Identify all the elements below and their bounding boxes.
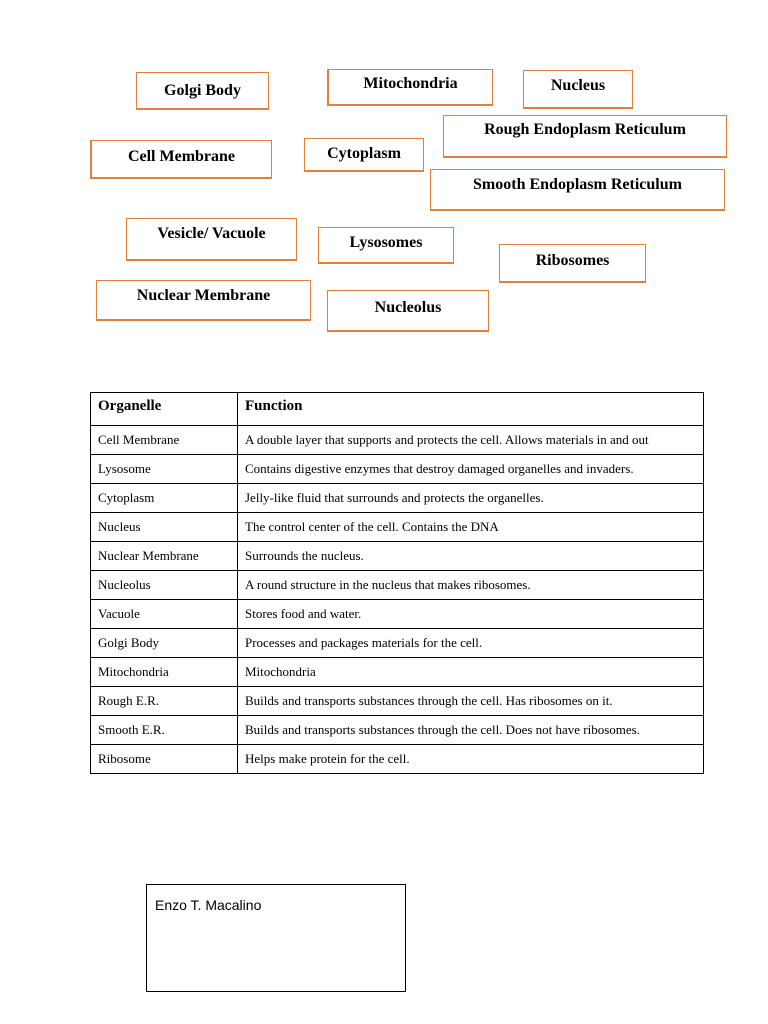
label-text: Nucleolus — [374, 298, 442, 316]
label-text: Mitochondria — [363, 75, 458, 92]
table-row — [91, 687, 704, 716]
label-box-nucleolus — [327, 290, 489, 332]
organelle-cell: Nucleus — [91, 513, 238, 542]
organelle-cell: Lysosome — [91, 455, 238, 484]
table-row — [91, 745, 704, 774]
table-row — [91, 658, 704, 687]
label-box-vesicle-vacuole — [126, 218, 297, 261]
function-cell: Processes and packages materials for the cell. — [238, 629, 704, 658]
function-cell: A round structure in the nucleus that makes ribosomes. — [238, 571, 704, 600]
function-cell: Surrounds the nucleus. — [238, 542, 704, 571]
label-box-nuclear-membrane — [96, 280, 311, 321]
label-text: Vesicle/ Vacuole — [157, 225, 266, 242]
organelle-cell: Nucleolus — [91, 571, 238, 600]
label-box-golgi-body — [136, 72, 269, 110]
author-name-box — [146, 884, 406, 992]
table-row — [91, 629, 704, 658]
function-cell: Stores food and water. — [238, 600, 704, 629]
label-box-smooth-er — [430, 169, 725, 211]
function-cell: The control center of the cell. Contains the DNA — [238, 513, 704, 542]
organelle-cell: Ribosome — [91, 745, 238, 774]
table-row — [91, 455, 704, 484]
function-cell: Builds and transports substances through the cell. Has ribosomes on it. — [238, 687, 704, 716]
label-text: Cytoplasm — [327, 144, 401, 162]
author-name: Enzo T. Macalino — [155, 897, 262, 913]
header-function: Function — [238, 393, 704, 426]
function-cell: Contains digestive enzymes that destroy damaged organelles and invaders. — [238, 455, 704, 484]
label-box-nucleus — [523, 70, 633, 109]
table-row — [91, 513, 704, 542]
table-row — [91, 600, 704, 629]
table-row — [91, 426, 704, 455]
organelle-cell: Rough E.R. — [91, 687, 238, 716]
organelle-cell: Golgi Body — [91, 629, 238, 658]
label-text: Nucleus — [550, 77, 606, 94]
function-cell: A double layer that supports and protects the cell. Allows materials in and out — [238, 426, 704, 455]
organelle-cell: Nuclear Membrane — [91, 542, 238, 571]
organelle-cell: Vacuole — [91, 600, 238, 629]
organelle-cell: Cell Membrane — [91, 426, 238, 455]
label-text: Nuclear Membrane — [136, 287, 271, 304]
organelle-cell: Cytoplasm — [91, 484, 238, 513]
label-box-mitochondria — [327, 69, 493, 106]
label-box-cytoplasm — [304, 138, 424, 172]
label-text: Golgi Body — [164, 81, 241, 99]
label-box-rough-er — [443, 115, 727, 158]
function-cell: Builds and transports substances through the cell. Does not have ribosomes. — [238, 716, 704, 745]
label-text: Rough Endoplasm Reticulum — [484, 121, 686, 138]
organelle-cell: Mitochondria — [91, 658, 238, 687]
table-row — [91, 542, 704, 571]
table-header-row — [91, 393, 704, 426]
label-text: Cell Membrane — [127, 148, 236, 165]
label-box-cell-membrane — [90, 140, 272, 179]
function-cell: Mitochondria — [238, 658, 704, 687]
table-row — [91, 716, 704, 745]
organelle-cell: Smooth E.R. — [91, 716, 238, 745]
function-cell: Jelly-like fluid that surrounds and protects the organelles. — [238, 484, 704, 513]
label-text: Smooth Endoplasm Reticulum — [473, 175, 682, 193]
table-row — [91, 484, 704, 513]
header-organelle: Organelle — [91, 393, 238, 426]
label-text: Ribosomes — [535, 252, 610, 269]
organelle-table — [90, 392, 704, 774]
label-box-lysosomes — [318, 227, 454, 264]
table-row — [91, 571, 704, 600]
label-box-ribosomes — [499, 244, 646, 283]
label-text: Lysosomes — [349, 234, 423, 251]
function-cell: Helps make protein for the cell. — [238, 745, 704, 774]
